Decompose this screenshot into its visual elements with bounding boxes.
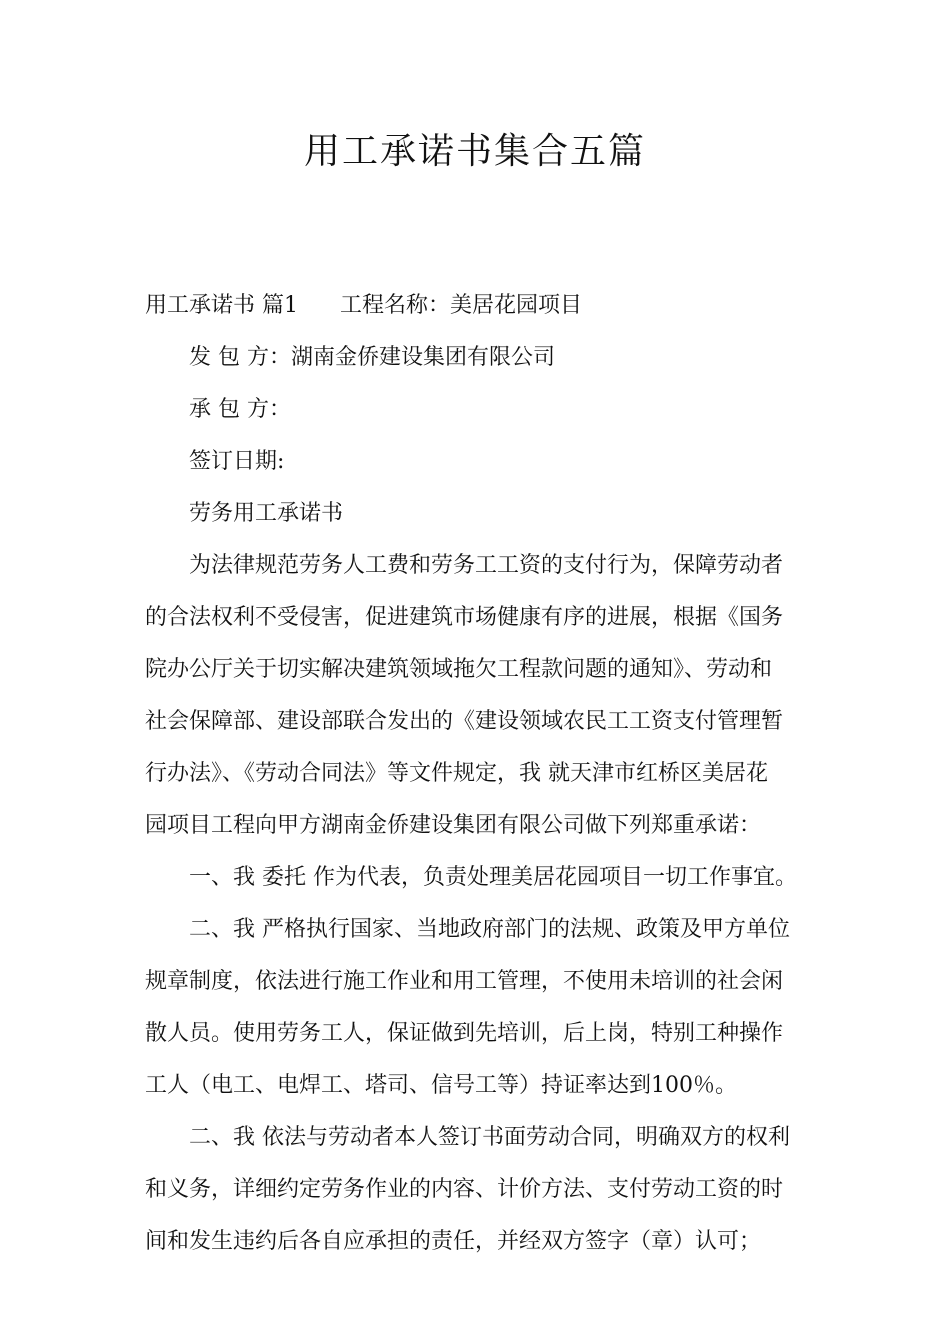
paragraph-line: 园项目工程向甲方湖南金侨建设集团有限公司做下列郑重承诺： (145, 813, 762, 838)
paragraph-line: 院办公厅关于切实解决建筑领域拖欠工程款问题的通知》、劳动和 (145, 657, 773, 682)
document-body (145, 280, 810, 1268)
clause-line: 间和发生违约后各自应承担的责任，并经双方签字（章）认可； (145, 1229, 762, 1254)
clause-line: 规章制度，依法进行施工作业和用工管理，不使用未培训的社会闲 (145, 969, 784, 994)
section-heading: 用工承诺书 篇1 (145, 293, 298, 318)
project-name: 工程名称：美居花园项目 (340, 293, 583, 318)
clause-line: 二、我 严格执行国家、当地政府部门的法规、政策及甲方单位 (189, 917, 790, 942)
clause-line: 和义务，详细约定劳务作业的内容、计价方法、支付劳动工资的时 (145, 1177, 784, 1202)
sign-date-line: 签订日期: (189, 449, 285, 474)
document-title: 用工承诺书集合五篇 (303, 131, 646, 172)
employer-line: 发 包 方：湖南金侨建设集团有限公司 (189, 345, 555, 370)
clause-line: 工人（电工、电焊工、塔司、信号工等）持证率达到100％。 (145, 1073, 737, 1098)
clause-line: 二、我 依法与劳动者本人签订书面劳动合同，明确双方的权利 (189, 1125, 790, 1150)
clause-line: 散人员。使用劳务工人，保证做到先培训，后上岗，特别工种操作 (145, 1021, 784, 1046)
paragraph-line: 社会保障部、建设部联合发出的《建设领域农民工工资支付管理暂 (145, 709, 784, 734)
heading-line (145, 280, 810, 332)
paragraph-line: 的合法权利不受侵害，促进建筑市场健康有序的进展，根据《国务 (145, 605, 784, 630)
contractor-line: 承 包 方： (189, 397, 291, 422)
paragraph-line: 为法律规范劳务人工费和劳务工工资的支付行为，保障劳动者 (189, 553, 784, 578)
paragraph-line: 行办法》、《劳动合同法》等文件规定，我 就天津市红桥区美居花 (145, 761, 768, 786)
subheading: 劳务用工承诺书 (189, 501, 344, 526)
clause-line: 一、我 委托 作为代表，负责处理美居花园项目一切工作事宜。 (189, 865, 797, 890)
